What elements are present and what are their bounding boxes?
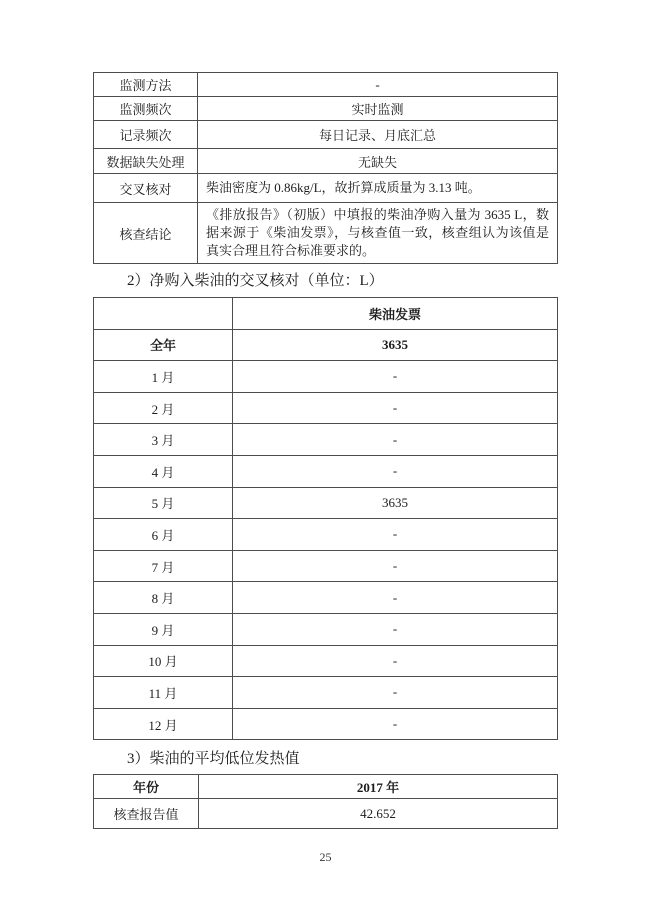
monitoring-verification-table [93, 72, 558, 264]
row-label: 监测频次 [94, 97, 198, 121]
row-value: - [233, 519, 558, 551]
row-value: - [233, 582, 558, 614]
table-row [94, 392, 558, 424]
section3-heading: 3）柴油的平均低位发热值 [127, 751, 300, 768]
row-value: 3635 [233, 329, 558, 361]
row-value: 42.652 [199, 799, 558, 829]
row-label: 监测方法 [94, 73, 198, 97]
row-label: 7 月 [94, 550, 233, 582]
table-row [94, 203, 558, 264]
row-value: 无缺失 [198, 149, 558, 174]
table-row [94, 582, 558, 614]
row-value: - [233, 424, 558, 456]
table-row [94, 121, 558, 149]
table-row [94, 613, 558, 645]
row-label: 6 月 [94, 519, 233, 551]
row-label: 1 月 [94, 361, 233, 393]
row-value: 每日记录、月底汇总 [198, 121, 558, 149]
row-label: 12 月 [94, 708, 233, 740]
column-header: 柴油发票 [233, 298, 558, 330]
table-row [94, 73, 558, 97]
row-value: - [233, 550, 558, 582]
row-label: 9 月 [94, 613, 233, 645]
row-label: 数据缺失处理 [94, 149, 198, 174]
row-value: 《排放报告》（初版）中填报的柴油净购入量为 3635 L，数据来源于《柴油发票》，与核查值一致，核查组认为该值是真实合理且符合标准要求的。 [198, 203, 558, 264]
table-row [94, 361, 558, 393]
row-label: 年份 [94, 775, 199, 799]
table-row [94, 487, 558, 519]
table-row [94, 455, 558, 487]
table-row [94, 708, 558, 740]
row-value: - [233, 645, 558, 677]
table-row [94, 645, 558, 677]
row-value: - [233, 392, 558, 424]
table-row [94, 97, 558, 121]
row-label: 4 月 [94, 455, 233, 487]
row-value: 2017 年 [199, 775, 558, 799]
page-number: 25 [319, 850, 332, 865]
table-header-row [94, 775, 558, 799]
row-value: 实时监测 [198, 97, 558, 121]
row-label: 3 月 [94, 424, 233, 456]
table-header-row [94, 298, 558, 330]
row-label: 交叉核对 [94, 174, 198, 203]
table-row [94, 174, 558, 203]
table-row [94, 550, 558, 582]
row-value: - [233, 361, 558, 393]
row-label: 8 月 [94, 582, 233, 614]
row-value: - [198, 73, 558, 97]
row-label: 11 月 [94, 677, 233, 709]
row-value: - [233, 455, 558, 487]
row-value: 柴油密度为 0.86kg/L，故折算成质量为 3.13 吨。 [198, 174, 558, 203]
table-row [94, 424, 558, 456]
diesel-crosscheck-table [93, 297, 558, 740]
section2-heading: 2）净购入柴油的交叉核对（单位：L） [127, 273, 384, 289]
table-row [94, 329, 558, 361]
row-value: - [233, 677, 558, 709]
row-value: - [233, 613, 558, 645]
row-label: 10 月 [94, 645, 233, 677]
row-label: 记录频次 [94, 121, 198, 149]
row-value: 3635 [233, 487, 558, 519]
table-row [94, 519, 558, 551]
row-label: 全年 [94, 329, 233, 361]
heating-value-table [93, 774, 558, 829]
row-label: 核查结论 [94, 203, 198, 264]
table-row [94, 799, 558, 829]
table-row [94, 677, 558, 709]
table-row [94, 149, 558, 174]
header-empty-cell [94, 298, 233, 330]
row-label: 5 月 [94, 487, 233, 519]
row-label: 2 月 [94, 392, 233, 424]
row-label: 核查报告值 [94, 799, 199, 829]
row-value: - [233, 708, 558, 740]
